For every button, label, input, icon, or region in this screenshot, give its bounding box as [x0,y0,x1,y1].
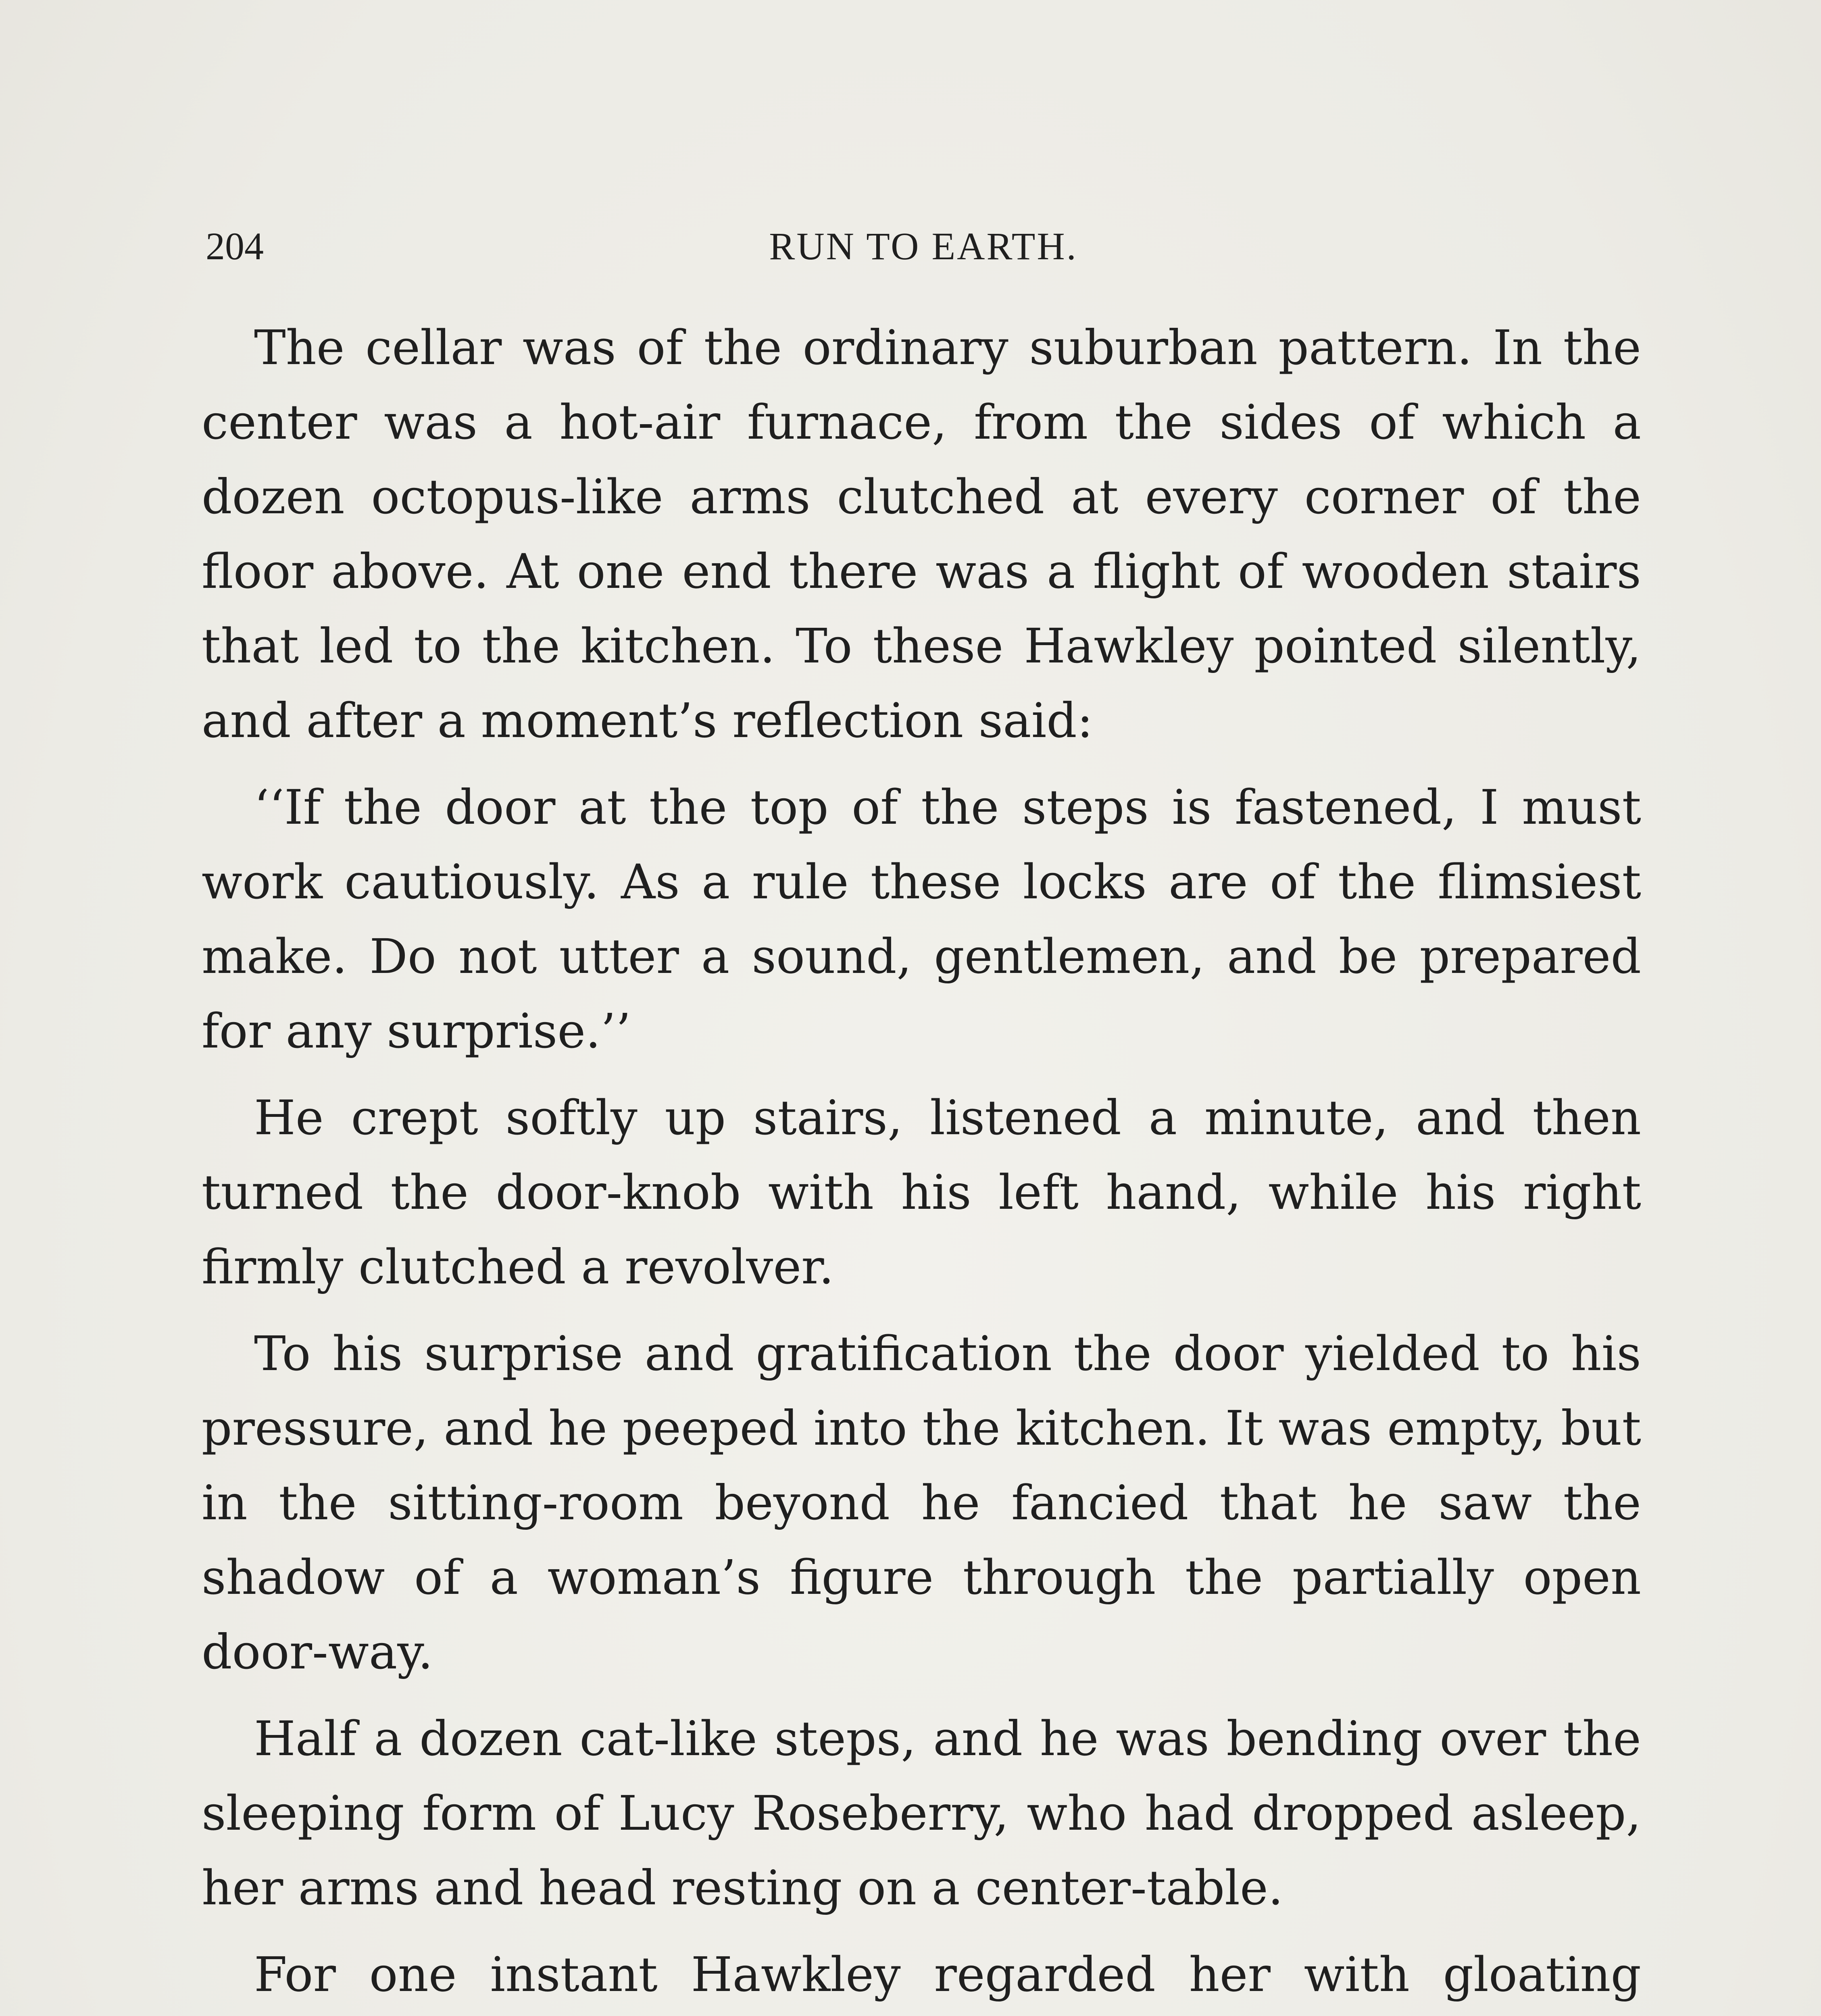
paragraph: To his surprise and gratification the door yielded to his pressure, and he peeped into the kitchen. It was empty, but in the sitting-room beyond he fancied that he saw the shadow of a woman’s figure through the partially open door-way. [202,1326,1641,1680]
paragraph: He crept softly up stairs, listened a minute, and then turned the door-knob with his left hand, while his right firmly clutched a revolver. [202,1090,1641,1295]
paragraph: ‘‘If the door at the top of the steps is fastened, I must work cautiously. As a rule these locks are of the flimsiest make. Do not utter a sound, gentlemen, and be prepared for any surprise.’’ [202,779,1641,1059]
paragraph: For one instant Hawkley regarded her with gloating [254,1947,1641,2002]
page-number: 204 [206,225,264,268]
paragraph: The cellar was of the ordinary suburban pattern. In the center was a hot-air furnace, from the sides of which a dozen octopus-like arms clutched at every corner of the floor above. At one end there was a flight of wooden stairs that led to the kitchen. To these Hawkley pointed silently, and after a moment’s reflection said: [202,320,1641,748]
page-header [206,224,1641,284]
body-text [202,310,1641,2016]
running-head: RUN TO EARTH. [769,225,1078,268]
paragraph: Half a dozen cat-like steps, and he was bending over the sleeping form of Lucy Roseberry, who had dropped asleep, her arms and head resting on a center-table. [202,1711,1641,1916]
